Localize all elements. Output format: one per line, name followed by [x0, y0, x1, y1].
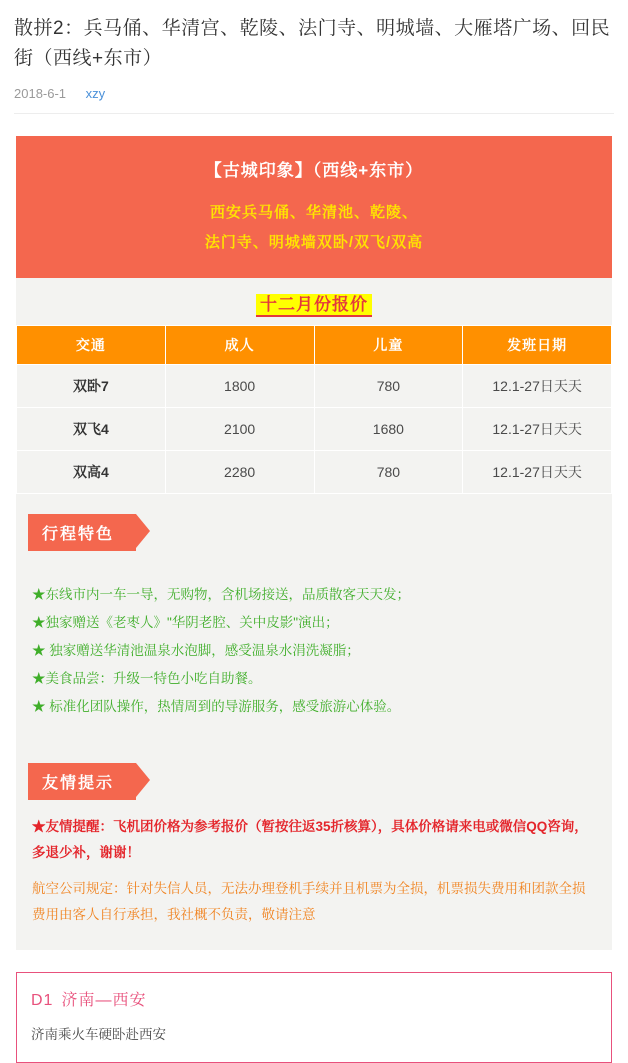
notice-airline-rule: 航空公司规定：针对失信人员，无法办理登机手续并且机票为全损，机票损失费用和团款全损费用由客人自行承担，我社概不负责，敬请注意: [32, 881, 586, 922]
banner-subtitle-1: 西安兵马俑、华清池、乾陵、: [209, 204, 418, 221]
product-banner: [16, 136, 612, 278]
column-header-adult: 成人: [165, 326, 314, 365]
table-row: [17, 408, 612, 451]
product-card: [0, 114, 628, 950]
page-title: 散拼2：兵马俑、华清宫、乾陵、法门寺、明城墙、大雁塔广场、回民街（西线+东市）: [14, 18, 611, 69]
feature-list: [16, 571, 612, 733]
cell-adult: 2280: [165, 451, 314, 494]
cell-child: 780: [314, 365, 463, 408]
column-header-date: 发班日期: [463, 326, 612, 365]
cell-transport: 双飞4: [17, 408, 166, 451]
author-link[interactable]: xzy: [85, 86, 106, 101]
details-section: [16, 494, 612, 950]
cell-date: 12.1-27日天天: [463, 408, 612, 451]
notice-list: [16, 804, 612, 950]
day-description: 济南乘火车硬卧赴西安: [31, 1027, 166, 1042]
article-meta: [14, 86, 614, 114]
table-row: [17, 365, 612, 408]
article-header: [0, 0, 628, 114]
list-item: ★独家赠送《老枣人》"华阴老腔、关中皮影"演出；: [32, 615, 339, 630]
itinerary-day-card: [16, 972, 612, 1063]
section-tag-notice: 友情提示: [28, 763, 136, 800]
cell-date: 12.1-27日天天: [463, 365, 612, 408]
list-item: ★ 独家赠送华清池温泉水泡脚，感受温泉水涓洗凝脂；: [32, 643, 360, 658]
price-heading: [16, 278, 612, 325]
column-header-child: 儿童: [314, 326, 463, 365]
table-header-row: [17, 326, 612, 365]
list-item: ★东线市内一车一导，无购物，含机场接送，品质散客天天发；: [32, 587, 410, 602]
cell-child: 1680: [314, 408, 463, 451]
column-header-transport: 交通: [17, 326, 166, 365]
banner-title: 【古城印象】（西线+东市）: [204, 161, 424, 180]
list-item: ★ 标准化团队操作，热情周到的导游服务，感受旅游心体验。: [32, 699, 401, 714]
cell-date: 12.1-27日天天: [463, 451, 612, 494]
cell-child: 780: [314, 451, 463, 494]
cell-transport: 双卧7: [17, 365, 166, 408]
table-row: [17, 451, 612, 494]
day-number: D1: [31, 992, 54, 1009]
day-title: [31, 987, 597, 1010]
cell-adult: 2100: [165, 408, 314, 451]
cell-transport: 双高4: [17, 451, 166, 494]
price-heading-label: 十二月份报价: [256, 294, 372, 317]
notice-warning: ★友情提醒：飞机团价格为参考报价（暂按往返35折核算），具体价格请来电或微信QQ咨询，多退少补，谢谢！: [32, 819, 588, 860]
section-tag-features: 行程特色: [28, 514, 136, 551]
banner-subtitle-2: 法门寺、明城墙双卧/双飞/双高: [204, 234, 424, 251]
publish-date: 2018-6-1: [14, 86, 67, 101]
price-table: [16, 325, 612, 494]
list-item: ★美食品尝：升级一特色小吃自助餐。: [32, 671, 262, 686]
cell-adult: 1800: [165, 365, 314, 408]
day-route: 济南—西安: [61, 992, 147, 1009]
